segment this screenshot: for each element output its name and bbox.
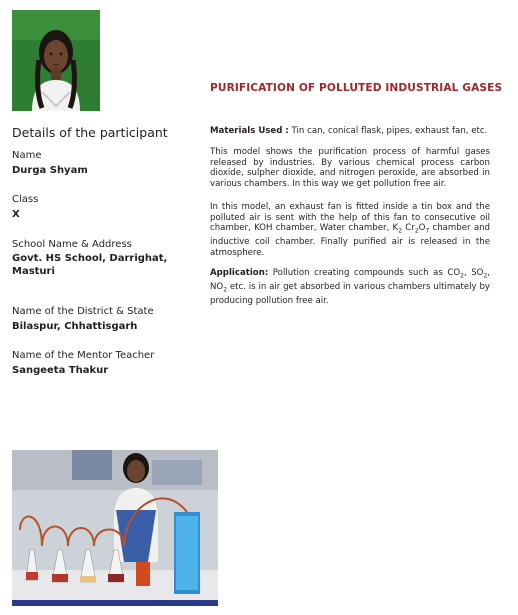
name-label: Name xyxy=(12,150,42,161)
mentor-value: Sangeeta Thakur xyxy=(12,365,109,376)
district-value: Bilaspur, Chhattisgarh xyxy=(12,321,138,332)
class-value: X xyxy=(12,209,20,220)
name-value: Durga Shyam xyxy=(12,165,88,176)
participant-portrait xyxy=(12,10,100,111)
materials-label: Materials Used : xyxy=(210,126,289,136)
description-paragraph-1: This model shows the purification process of harmful gases released by industries. By various chemical process carbon dioxide, sulpher dioxide, and nitrogen peroxide, are absorbed in various chambers. In this way we get pollution free air. xyxy=(210,147,490,189)
description-paragraph-2: In this model, an exhaust fan is fitted inside a tin box and the polluted air is sent with the help of this fan to consecutive oil chamber, KOH chamber, Water chamber, $K_2$ $Cr_2O_7$ chamber and inductive coil chamber. Finally purified air is released in the atmosphere. xyxy=(210,202,491,258)
school-line-1: Govt. HS School, Darrighat, xyxy=(12,253,168,264)
district-label: Name of the District & State xyxy=(12,306,154,317)
application-label: Application: xyxy=(210,268,269,278)
project-model-photo xyxy=(12,450,218,606)
school-line-2: Masturi xyxy=(12,266,55,277)
project-title: PURIFICATION OF POLLUTED INDUSTRIAL GASES xyxy=(210,82,503,94)
materials-paragraph xyxy=(210,126,490,137)
details-heading: Details of the participant xyxy=(12,125,168,140)
application-paragraph: Application: Pollution creating compounds such as $CO_2$, $SO_2$, $NO_2$ etc. is in air get absorbed in various chambers ultimately by producing pollution free air. xyxy=(210,268,490,307)
school-label: School Name & Address xyxy=(12,239,132,250)
mentor-label: Name of the Mentor Teacher xyxy=(12,350,155,361)
materials-text: Tin can, conical flask, pipes, exhaust fan, etc. xyxy=(288,126,488,136)
class-label: Class xyxy=(12,194,39,205)
